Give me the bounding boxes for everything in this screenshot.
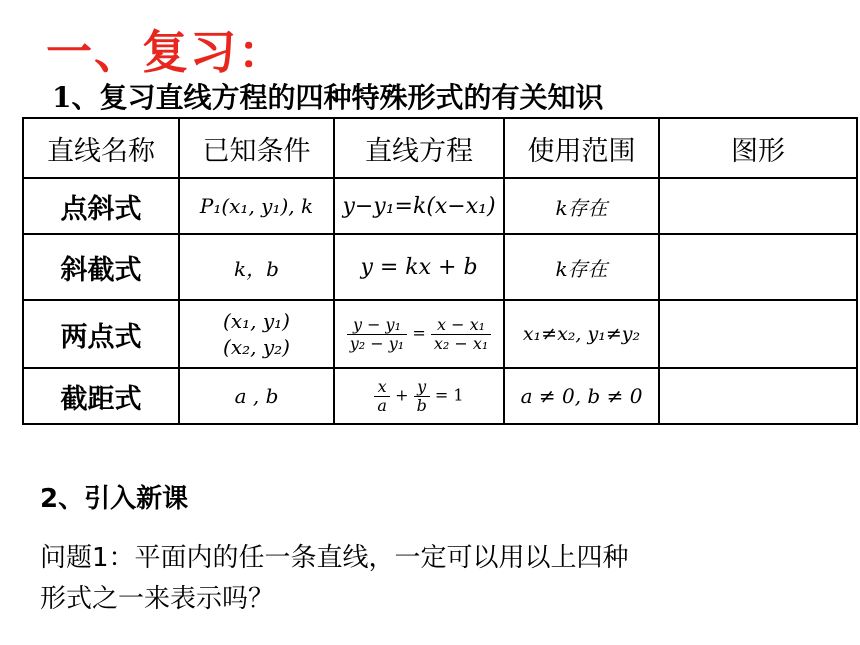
table-row <box>23 300 857 368</box>
range-two-point: x₁≠x₂, y₁≠y₂ <box>504 300 659 368</box>
eq-x-numerator: x <box>374 378 390 397</box>
condition-two-point-line1: (x₁, y₁) <box>223 309 290 333</box>
table-row <box>23 234 857 300</box>
row-name-intercept: 截距式 <box>23 368 179 424</box>
eq-y-numerator: y <box>414 378 430 397</box>
condition-point-slope: P₁(x₁, y₁), k <box>179 178 334 234</box>
eq-a-denominator: a <box>377 395 387 415</box>
figure-slope-intercept <box>659 234 857 300</box>
eq-left-denominator: y₂ − y₁ <box>349 333 405 353</box>
slide-subtitle: 1、复习直线方程的四种特殊形式的有关知识 <box>52 81 604 114</box>
header-figure: 图形 <box>659 118 857 178</box>
header-usage-range: 使用范围 <box>504 118 659 178</box>
equation-two-point-right-fraction <box>431 316 491 352</box>
question-line-2: 形式之一来表示吗？ <box>40 584 275 614</box>
table-row <box>23 368 857 424</box>
range-point-slope: k存在 <box>504 178 659 234</box>
equation-two-point-left-fraction <box>347 316 407 352</box>
eq-plus-sign: + <box>395 385 409 405</box>
range-slope-intercept: k存在 <box>504 234 659 300</box>
line-equation-table <box>22 117 858 425</box>
equation-slope-intercept: y = kx + b <box>334 234 504 300</box>
section2-heading: 2、引入新课 <box>40 484 189 514</box>
range-intercept: a ≠ 0, b ≠ 0 <box>504 368 659 424</box>
table-row <box>23 178 857 234</box>
figure-point-slope <box>659 178 857 234</box>
eq-x-over-a <box>374 378 390 414</box>
equation-two-point <box>334 300 504 368</box>
equation-point-slope: y−y₁=k(x−x₁) <box>334 178 504 234</box>
table-header-row <box>23 118 857 178</box>
condition-slope-intercept: k，b <box>179 234 334 300</box>
slide-title: 一、复习： <box>46 25 286 79</box>
condition-intercept: a , b <box>179 368 334 424</box>
header-line-equation: 直线方程 <box>334 118 504 178</box>
row-name-slope-intercept: 斜截式 <box>23 234 179 300</box>
figure-intercept <box>659 368 857 424</box>
eq-right-numerator: x − x₁ <box>431 316 491 335</box>
question-line-1: 问题1：平面内的任一条直线，一定可以用以上四种 <box>40 543 629 573</box>
figure-two-point <box>659 300 857 368</box>
eq-y-over-b <box>414 378 430 414</box>
eq-equals-sign: = <box>412 323 426 343</box>
condition-two-point-line2: (x₂, y₂) <box>223 335 290 359</box>
row-name-two-point: 两点式 <box>23 300 179 368</box>
condition-two-point <box>179 300 334 368</box>
equation-intercept <box>334 368 504 424</box>
header-known-condition: 已知条件 <box>179 118 334 178</box>
eq-right-denominator: x₂ − x₁ <box>433 333 489 353</box>
eq-b-denominator: b <box>416 395 427 415</box>
eq-rhs: = 1 <box>434 385 464 405</box>
header-line-name: 直线名称 <box>23 118 179 178</box>
row-name-point-slope: 点斜式 <box>23 178 179 234</box>
eq-left-numerator: y − y₁ <box>347 316 407 335</box>
